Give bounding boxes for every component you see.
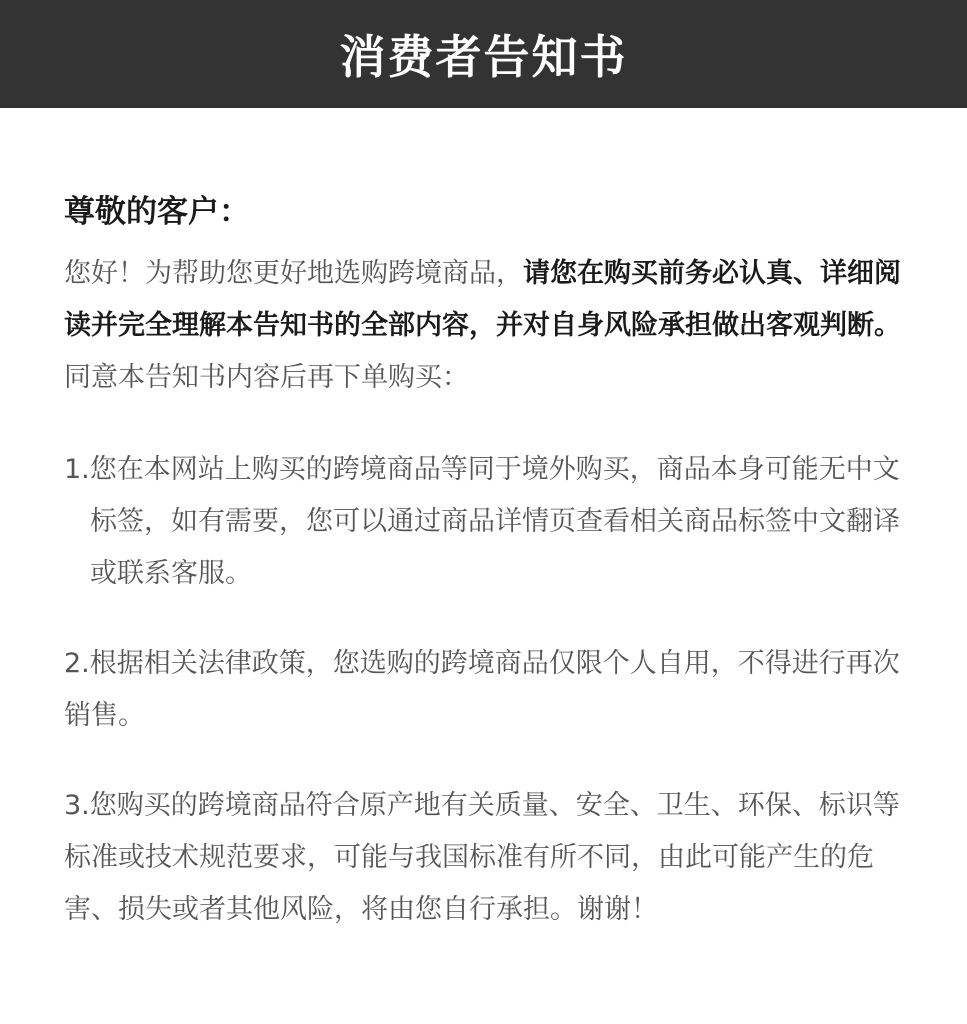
notice-item-1: 1.您在本网站上购买的跨境商品等同于境外购买，商品本身可能无中文标签，如有需要，您可以通过商品详情页查看相关商品标签中文翻译或联系客服。: [64, 454, 900, 589]
intro-paragraph: [64, 248, 914, 404]
header-bar: [0, 0, 967, 108]
notice-body: [64, 190, 914, 974]
greeting: 尊敬的客户：: [64, 194, 250, 230]
notice-item-2: 2.根据相关法律政策，您选购的跨境商品仅限个人自用，不得进行再次销售。: [64, 648, 900, 731]
intro-bold: 请您在购买前务必认真、详细阅读并完全理解本告知书的全部内容，并对自身风险承担做出客观判断。: [64, 258, 901, 341]
notice-item-3: 3.您购买的跨境商品符合原产地有关质量、安全、卫生、环保、标识等标准或技术规范要求，可能与我国标准有所不同，由此可能产生的危害、损失或者其他风险，将由您自行承担。谢谢！: [64, 790, 900, 925]
intro-tail: 同意本告知书内容后再下单购买：: [64, 362, 469, 393]
intro-plain: 您好！为帮助您更好地选购跨境商品，: [64, 258, 523, 289]
page-title: 消费者告知书: [339, 30, 628, 84]
